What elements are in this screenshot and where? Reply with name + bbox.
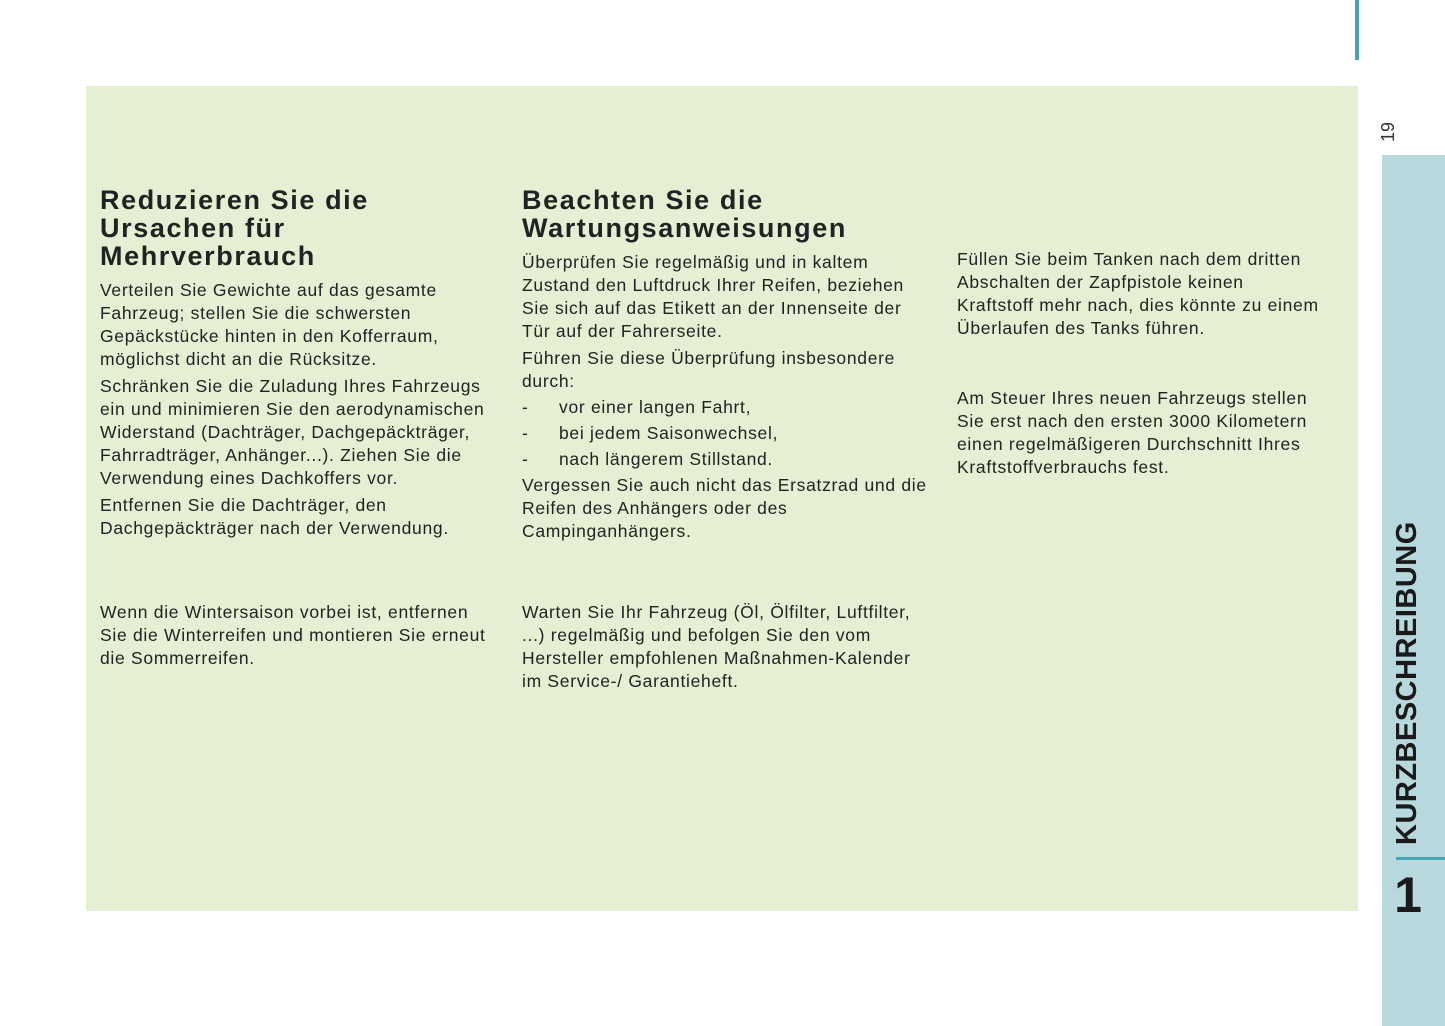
column-reduce-note: [100, 601, 492, 670]
paragraph: Schränken Sie die Zuladung Ihres Fahrzeugs ein und minimieren Sie den aerodynamischen Widerstand (Dachträger, Dachgepäckträger, Fahrradträger, Anhänger...). Ziehen Sie die Verwendung eines Dachkoffers vor.: [100, 376, 485, 488]
column-reduce-consumption: [100, 186, 492, 540]
column-new-vehicle: [957, 387, 1312, 479]
page-number: 19: [1378, 121, 1398, 143]
chapter-tab-divider: [1396, 857, 1445, 860]
list-item: [522, 448, 927, 471]
paragraph: Führen Sie diese Überprüfung insbesondere durch:: [522, 348, 896, 391]
section-heading: [100, 186, 492, 270]
paragraph: Warten Sie Ihr Fahrzeug (Öl, Ölfilter, Luftfilter, ...) regelmäßig und befolgen Sie den vom Hersteller empfohlenen Maßnahmen-Kalender im Service-/ Garantieheft.: [522, 602, 911, 691]
list-item-text: bei jedem Saisonwechsel,: [559, 423, 779, 443]
list-dash: -: [522, 449, 529, 469]
paragraph: Füllen Sie beim Tanken nach dem dritten Abschalten der Zapfpistole keinen Kraftstoff mehr nach, dies könnte zu einem Überlaufen des Tanks führen.: [957, 249, 1319, 338]
heading-line: Wartungsanweisungen: [522, 213, 847, 243]
heading-line: Beachten Sie die: [522, 185, 764, 215]
chapter-number: 1: [1394, 867, 1422, 923]
heading-line: Reduzieren Sie die: [100, 185, 369, 215]
heading-line: Ursachen für Mehrverbrauch: [100, 213, 316, 271]
list-dash: -: [522, 423, 529, 443]
list-item: [522, 396, 927, 419]
column-maintenance-note: [522, 601, 922, 693]
top-edge-rule: [1355, 0, 1359, 60]
paragraph: Überprüfen Sie regelmäßig und in kaltem Zustand den Luftdruck Ihrer Reifen, beziehen Sie sich auf das Etikett an der Innenseite der Tür auf der Fahrerseite.: [522, 252, 904, 341]
paragraph: Entfernen Sie die Dachträger, den Dachgepäckträger nach der Verwendung.: [100, 495, 449, 538]
paragraph: Wenn die Wintersaison vorbei ist, entfernen Sie die Winterreifen und montieren Sie erneut die Sommerreifen.: [100, 602, 486, 668]
list-item: [522, 422, 927, 445]
section-heading: [522, 186, 927, 242]
list-dash: -: [522, 397, 529, 417]
list-item-text: nach längerem Stillstand.: [559, 449, 773, 469]
paragraph: Am Steuer Ihres neuen Fahrzeugs stellen Sie erst nach den ersten 3000 Kilometern einen regelmäßigeren Durchschnitt Ihres Kraftstoffverbrauchs fest.: [957, 388, 1308, 477]
list-item-text: vor einer langen Fahrt,: [559, 397, 752, 417]
column-maintenance: [522, 186, 927, 543]
chapter-tab-label: KURZBESCHREIBUNG: [1391, 521, 1423, 845]
column-refuelling: [957, 248, 1322, 340]
paragraph: Vergessen Sie auch nicht das Ersatzrad und die Reifen des Anhängers oder des Campinganhängers.: [522, 475, 927, 541]
paragraph: Verteilen Sie Gewichte auf das gesamte Fahrzeug; stellen Sie die schwersten Gepäckstücke hinten in den Kofferraum, möglichst dicht an die Rücksitze.: [100, 280, 439, 369]
